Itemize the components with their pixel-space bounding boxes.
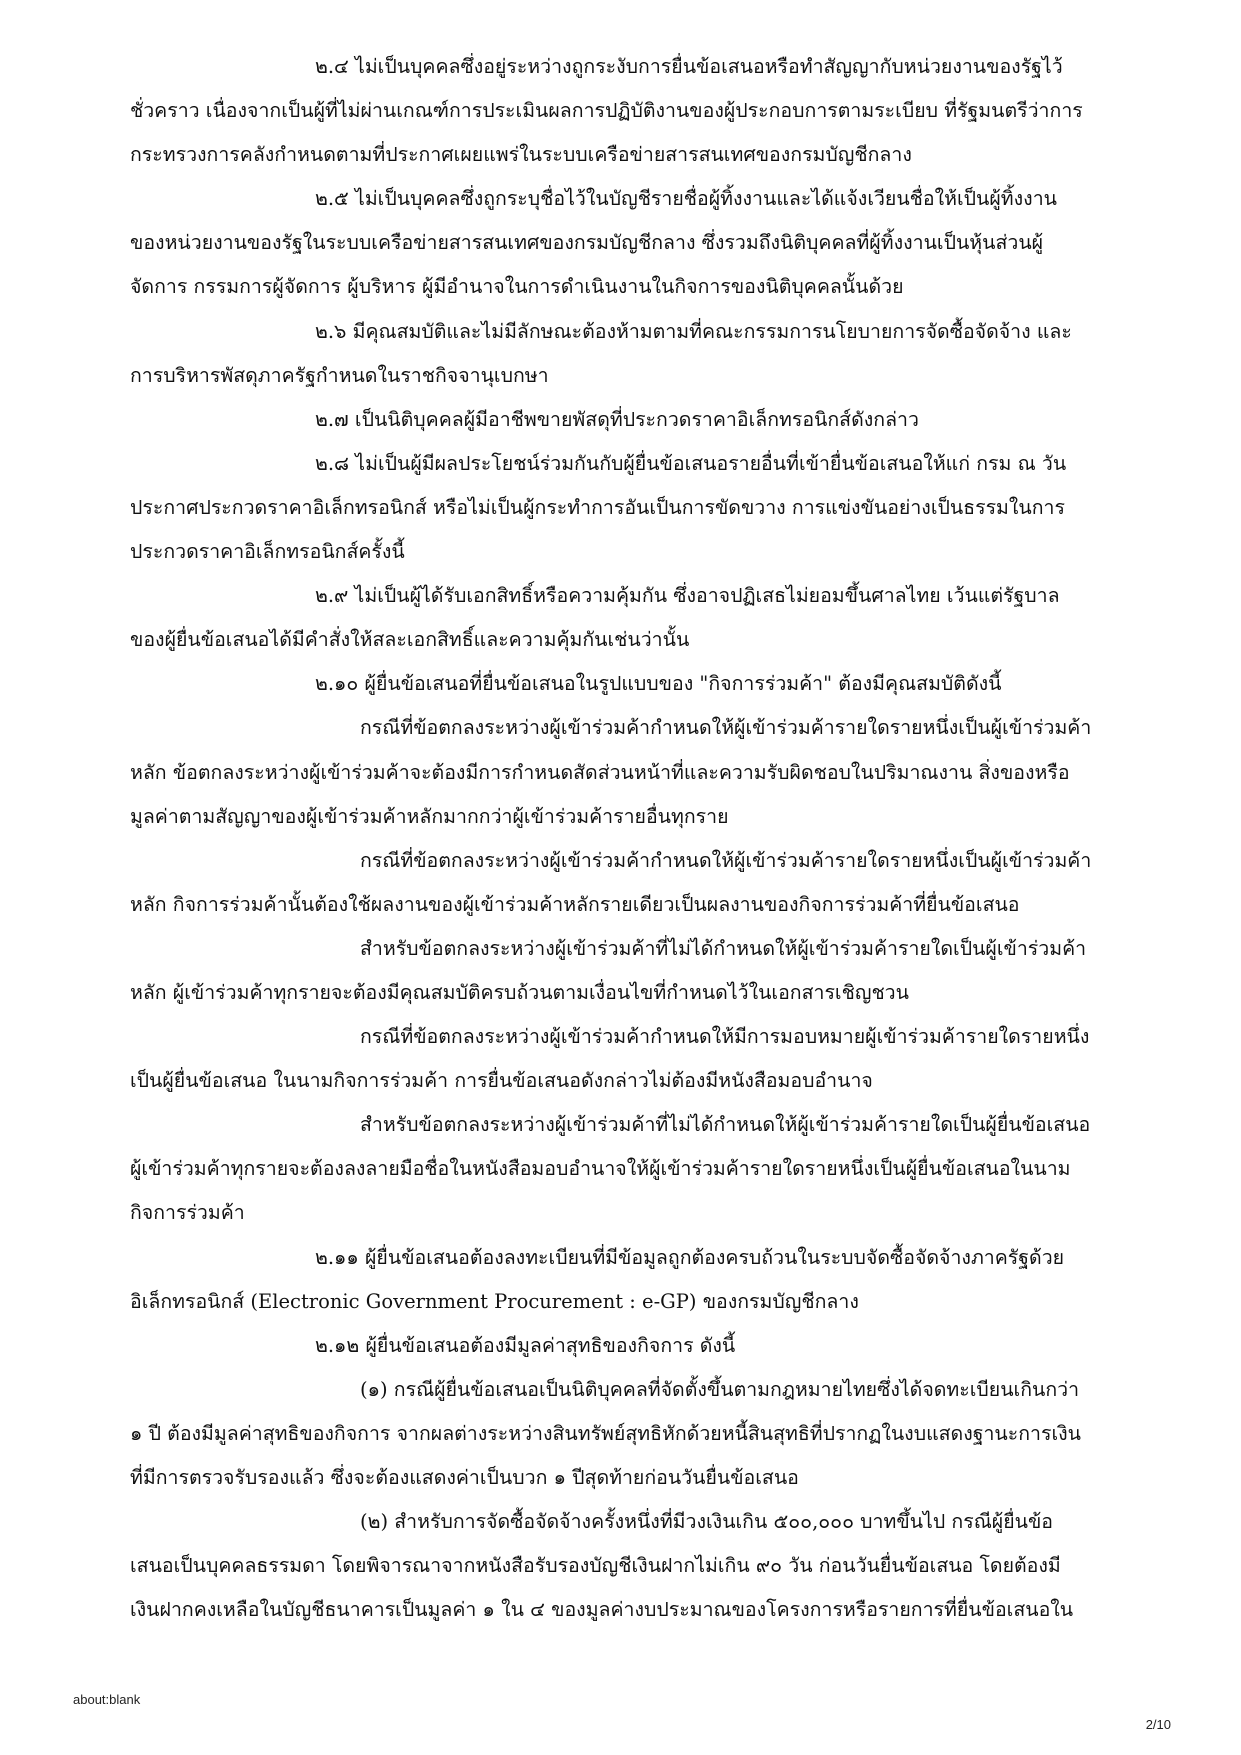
document-line: ผู้เข้าร่วมค้าทุกรายจะต้องลงลายมือชื่อในหนังสือมอบอำนาจให้ผู้เข้าร่วมค้ารายใดรายหนึ่งเป็นผู้ยื่นข้อเสนอในนาม [130,1157,1071,1181]
document-line: ๒.๔ ไม่เป็นบุคคลซึ่งอยู่ระหว่างถูกระงับการยื่นข้อเสนอหรือทำสัญญากับหน่วยงานของรัฐไว้ [315,55,1063,78]
document-line: กรณีที่ข้อตกลงระหว่างผู้เข้าร่วมค้ากำหนดให้มีการมอบหมายผู้เข้าร่วมค้ารายใดรายหนึ่ง [360,1025,1090,1049]
document-line: มูลค่าตามสัญญาของผู้เข้าร่วมค้าหลักมากกว่าผู้เข้าร่วมค้ารายอื่นทุกราย [130,804,729,828]
document-line: การบริหารพัสดุภาครัฐกำหนดในราชกิจจานุเบกษา [130,363,549,387]
document-line: เสนอเป็นบุคคลธรรมดา โดยพิจารณาจากหนังสือรับรองบัญชีเงินฝากไม่เกิน ๙๐ วัน ก่อนวันยื่นข้อเสนอ โดยต้องมี [130,1554,1061,1578]
document-line: ๒.๑๒ ผู้ยื่นข้อเสนอต้องมีมูลค่าสุทธิของกิจการ ดังนี้ [315,1333,736,1357]
document-line: (๒) สำหรับการจัดซื้อจัดจ้างครั้งหนึ่งที่มีวงเงินเกิน ๕๐๐,๐๐๐ บาทขึ้นไป กรณีผู้ยื่นข้อ [360,1510,1054,1534]
document-line: ๒.๗ เป็นนิติบุคคลผู้มีอาชีพขายพัสดุที่ประกวดราคาอิเล็กทรอนิกส์ดังกล่าว [315,407,919,431]
document-line: หลัก กิจการร่วมค้านั้นต้องใช้ผลงานของผู้เข้าร่วมค้าหลักรายเดียวเป็นผลงานของกิจการร่วมค้าที่ยื่นข้อเสนอ [130,892,1020,916]
document-line: ของผู้ยื่นข้อเสนอได้มีคำสั่งให้สละเอกสิทธิ์และความคุ้มกันเช่นว่านั้น [130,628,690,652]
document-line: ๒.๕ ไม่เป็นบุคคลซึ่งถูกระบุชื่อไว้ในบัญชีรายชื่อผู้ทิ้งงานและได้แจ้งเวียนชื่อให้เป็นผู้ทิ้งงาน [315,187,1057,211]
document-line: ๑ ปี ต้องมีมูลค่าสุทธิของกิจการ จากผลต่างระหว่างสินทรัพย์สุทธิหักด้วยหนี้สินสุทธิที่ปรากฏในงบแสดงฐานะการเงิน [130,1421,1081,1445]
document-line: ๒.๙ ไม่เป็นผู้ได้รับเอกสิทธิ์หรือความคุ้มกัน ซึ่งอาจปฏิเสธไม่ยอมขึ้นศาลไทย เว้นแต่รัฐบาล [315,584,1060,608]
document-line: ๒.๖ มีคุณสมบัติและไม่มีลักษณะต้องห้ามตามที่คณะกรรมการนโยบายการจัดซื้อจัดจ้าง และ [315,319,1072,343]
document-line: ประกวดราคาอิเล็กทรอนิกส์ครั้งนี้ [130,540,405,564]
document-line: ๒.๑๑ ผู้ยื่นข้อเสนอต้องลงทะเบียนที่มีข้อมูลถูกต้องครบถ้วนในระบบจัดซื้อจัดจ้างภาครัฐด้วย [315,1245,1065,1269]
document-line: หลัก ข้อตกลงระหว่างผู้เข้าร่วมค้าจะต้องมีการกำหนดสัดส่วนหน้าที่และความรับผิดชอบในปริมาณงาน สิ่งของหรือ [130,760,1070,784]
document-line: จัดการ กรรมการผู้จัดการ ผู้บริหาร ผู้มีอำนาจในการดำเนินงานในกิจการของนิติบุคคลนั้นด้วย [130,275,904,299]
document-line: (๑) กรณีผู้ยื่นข้อเสนอเป็นนิติบุคคลที่จัดตั้งขึ้นตามกฎหมายไทยซึ่งได้จดทะเบียนเกินกว่า [360,1377,1080,1401]
document-line: เป็นผู้ยื่นข้อเสนอ ในนามกิจการร่วมค้า การยื่นข้อเสนอดังกล่าวไม่ต้องมีหนังสือมอบอำนาจ [130,1069,873,1093]
page-number: 2/10 [1145,1717,1171,1732]
document-line: กรณีที่ข้อตกลงระหว่างผู้เข้าร่วมค้ากำหนดให้ผู้เข้าร่วมค้ารายใดรายหนึ่งเป็นผู้เข้าร่วมค้า [360,848,1092,872]
document-line: กิจการร่วมค้า [130,1201,245,1225]
document-line: ของหน่วยงานของรัฐในระบบเครือข่ายสารสนเทศของกรมบัญชีกลาง ซึ่งรวมถึงนิติบุคคลที่ผู้ทิ้งงานเป็นหุ้นส่วนผู้ [130,231,1044,255]
document-line: หลัก ผู้เข้าร่วมค้าทุกรายจะต้องมีคุณสมบัติครบถ้วนตามเงื่อนไขที่กำหนดไว้ในเอกสารเชิญชวน [130,980,909,1004]
document-line: สำหรับข้อตกลงระหว่างผู้เข้าร่วมค้าที่ไม่ได้กำหนดให้ผู้เข้าร่วมค้ารายใดเป็นผู้ยื่นข้อเสนอ [360,1113,1091,1137]
document-line: เงินฝากคงเหลือในบัญชีธนาคารเป็นมูลค่า ๑ ใน ๔ ของมูลค่างบประมาณของโครงการหรือรายการที่ยื่นข้อเสนอใน [130,1598,1074,1622]
document-line: ๒.๘ ไม่เป็นผู้มีผลประโยชน์ร่วมกันกับผู้ยื่นข้อเสนอรายอื่นที่เข้ายื่นข้อเสนอให้แก่ กรม ณ วัน [315,451,1067,475]
footer-url: about:blank [73,1692,141,1707]
document-line: กระทรวงการคลังกำหนดตามที่ประกาศเผยแพร่ในระบบเครือข่ายสารสนเทศของกรมบัญชีกลาง [130,143,912,167]
document-line: กรณีที่ข้อตกลงระหว่างผู้เข้าร่วมค้ากำหนดให้ผู้เข้าร่วมค้ารายใดรายหนึ่งเป็นผู้เข้าร่วมค้า [360,716,1092,740]
document-line: ประกาศประกวดราคาอิเล็กทรอนิกส์ หรือไม่เป็นผู้กระทำการอันเป็นการขัดขวาง การแข่งขันอย่างเป็นธรรมในการ [130,495,1065,519]
document-line: สำหรับข้อตกลงระหว่างผู้เข้าร่วมค้าที่ไม่ได้กำหนดให้ผู้เข้าร่วมค้ารายใดเป็นผู้เข้าร่วมค้า [360,936,1087,960]
document-line: ชั่วคราว เนื่องจากเป็นผู้ที่ไม่ผ่านเกณฑ์การประเมินผลการปฏิบัติงานของผู้ประกอบการตามระเบียบ ที่รัฐมนตรีว่าการ [130,99,1083,123]
document-line: ๒.๑๐ ผู้ยื่นข้อเสนอที่ยื่นข้อเสนอในรูปแบบของ "กิจการร่วมค้า" ต้องมีคุณสมบัติดังนี้ [315,672,1002,696]
document-line: ที่มีการตรวจรับรองแล้ว ซึ่งจะต้องแสดงค่าเป็นบวก ๑ ปีสุดท้ายก่อนวันยื่นข้อเสนอ [130,1466,799,1489]
document-body [130,45,1130,1632]
document-line: อิเล็กทรอนิกส์ (Electronic Government Procurement : e-GP) ของกรมบัญชีกลาง [130,1289,859,1313]
